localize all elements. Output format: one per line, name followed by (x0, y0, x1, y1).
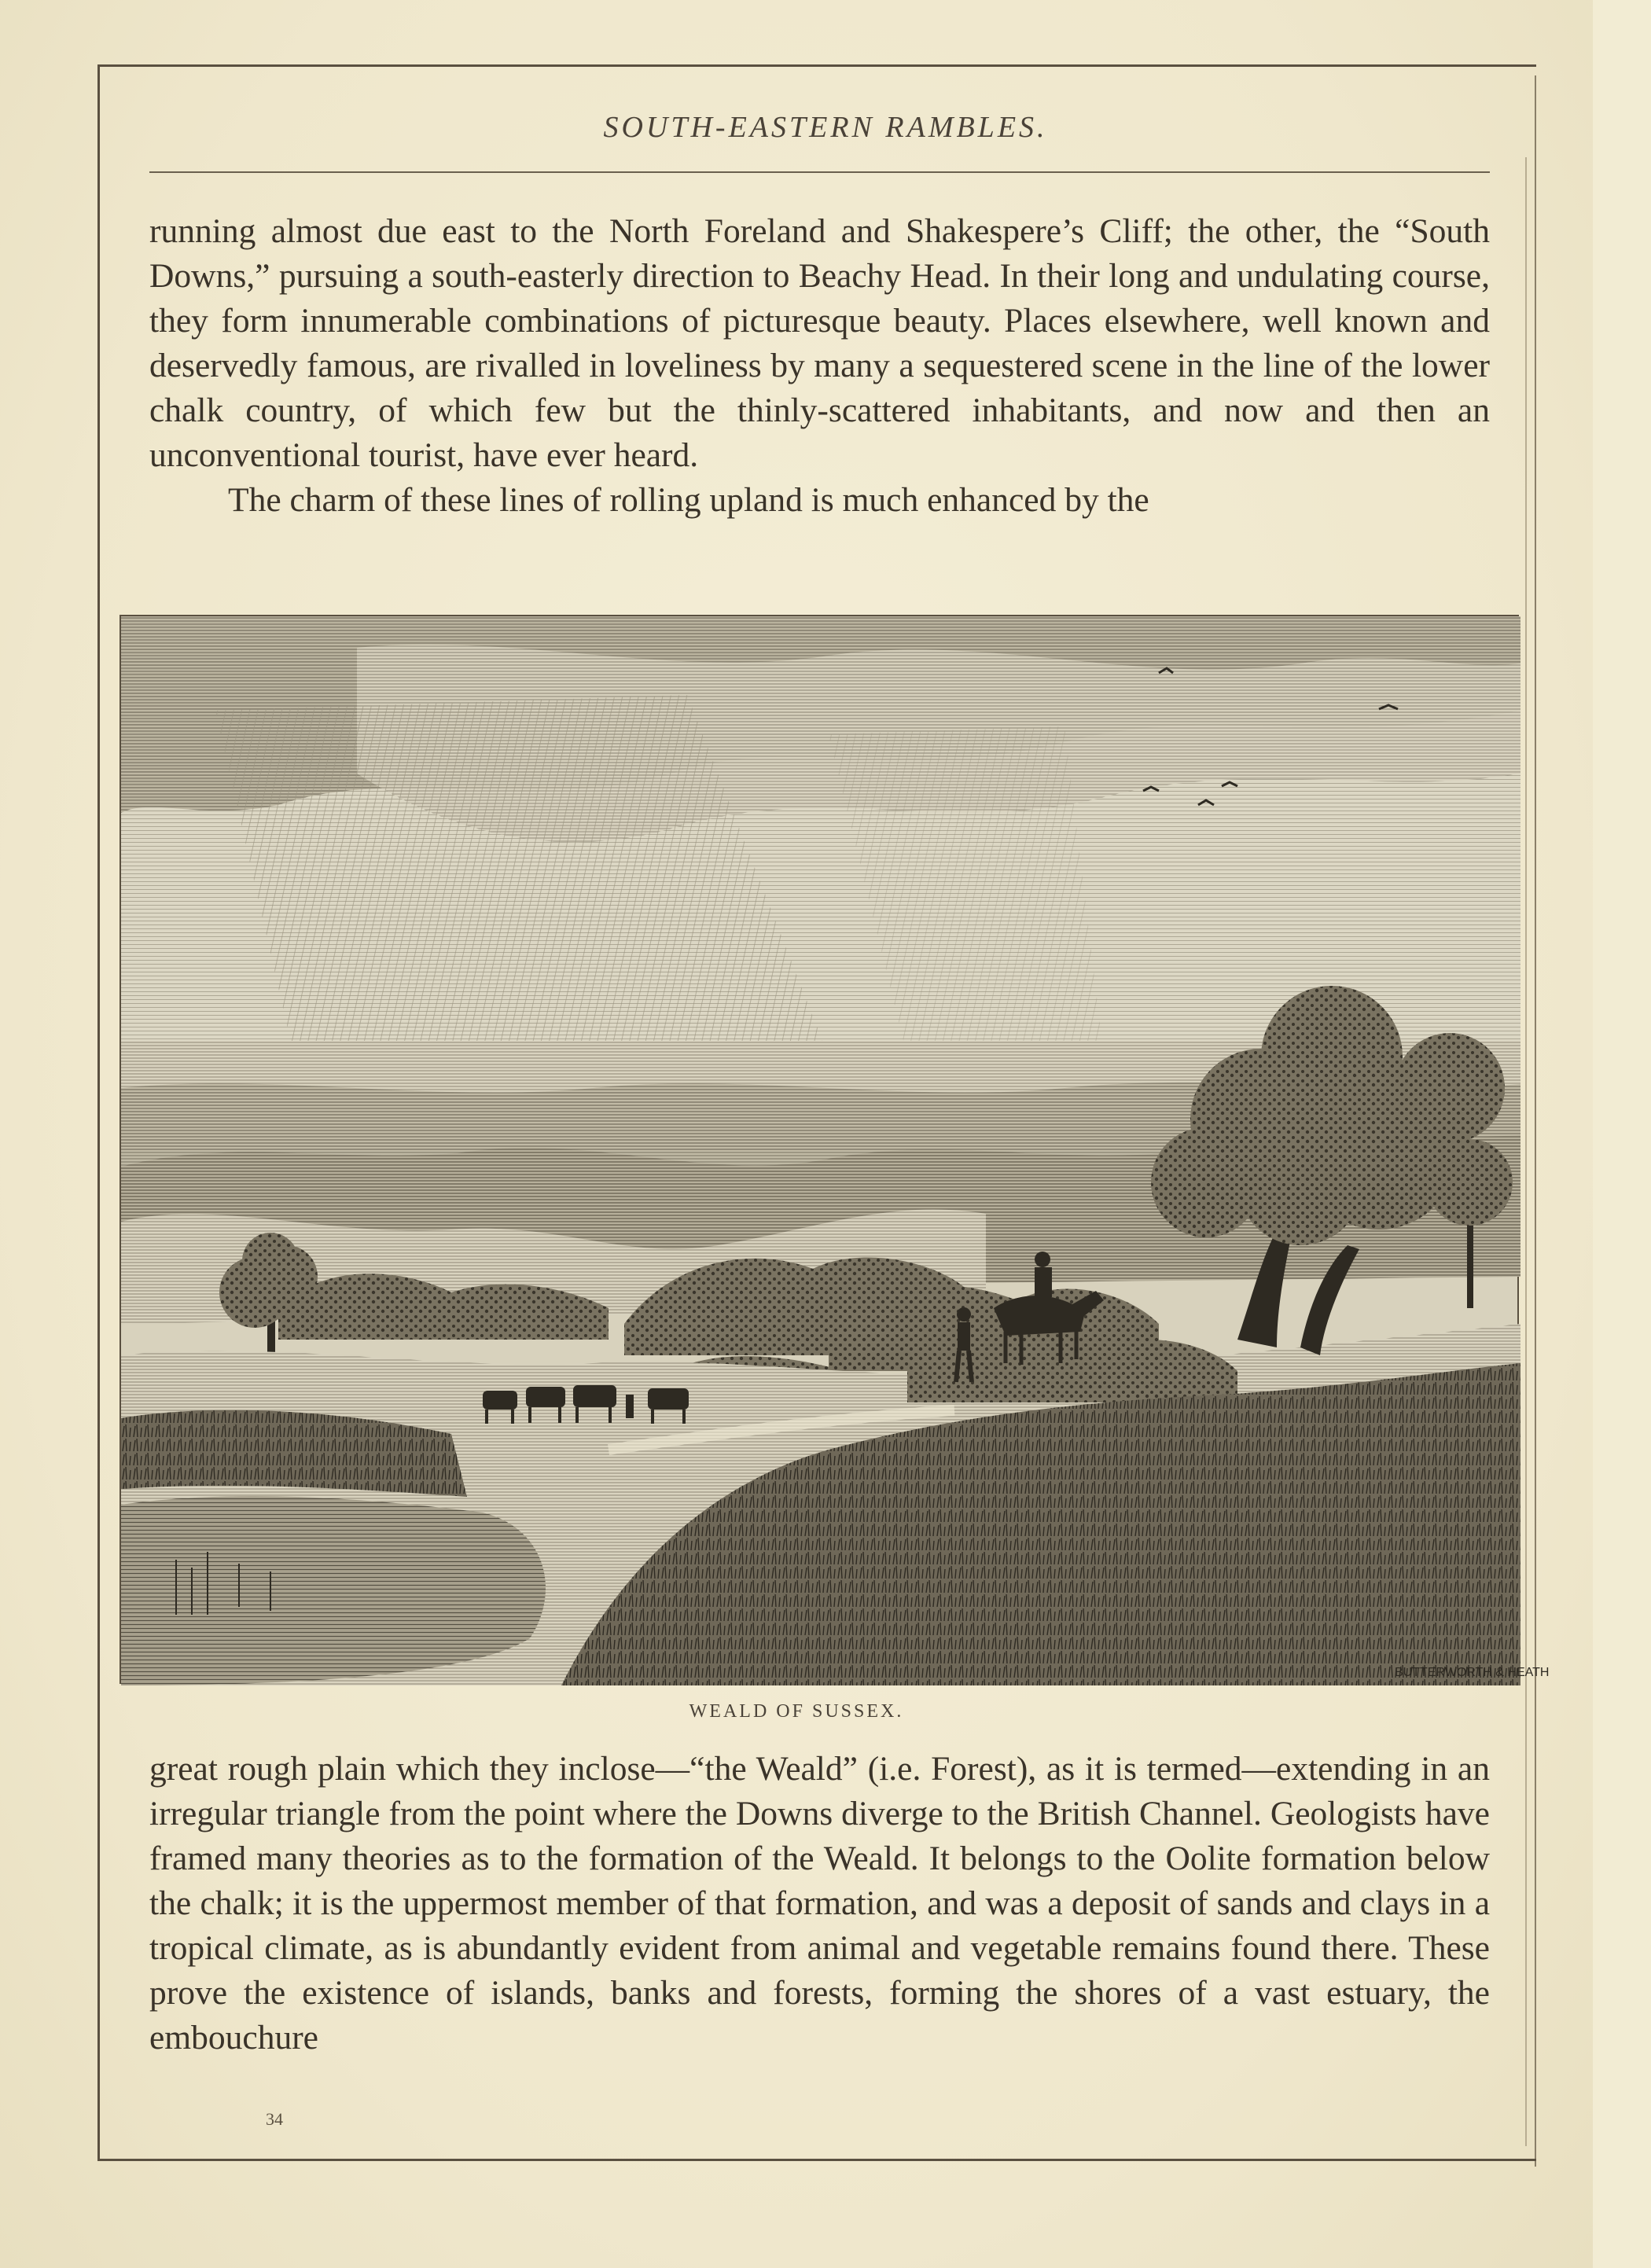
frame-rule-left (97, 64, 100, 2160)
frame-rule-bottom (97, 2159, 1536, 2161)
illustration-caption: WEALD OF SUSSEX. (689, 1701, 904, 1722)
frame-rule-inner-right (1525, 157, 1527, 2146)
paragraph-1: running almost due east to the North Foreland and Shakespere’s Cliff; the other, the “South Downs,” pursuing a south-easterly direction to Beachy Head. In their long and undulating course, they form innumerable combinations of picturesque beauty. Places elsewhere, well known and deservedly famous, are rivalled in loveliness by many a sequestered scene in the line of the lower chalk country, of which few but the thinly-scattered inhabitants, and now and then an unconventional tourist, have ever heard. (149, 212, 1490, 474)
header-rule (149, 171, 1490, 173)
paragraph-2: The charm of these lines of rolling upland is much enhanced by the (228, 481, 1149, 519)
engraving-illustration (121, 616, 1550, 1685)
running-head: SOUTH-EASTERN RAMBLES. (603, 111, 1048, 144)
paragraph-3: great rough plain which they inclose—“the Weald” (i.e. Forest), as it is termed—extending in an irregular triangle from the point where the Downs diverge to the British Channel. Geologists have framed many theories as to the formation of the Weald. It belongs to the Oolite formation below the chalk; it is the uppermost member of that formation, and was a deposit of sands and clays in a tropical climate, as is abundantly evident from animal and vegetable remains found there. These prove the existence of islands, banks and forests, forming the shores of a vast estuary, the embouchure (149, 1750, 1490, 2057)
frame-rule-top (97, 64, 1536, 67)
text-column-bottom (149, 1747, 1490, 2060)
page-number: 34 (266, 2109, 283, 2129)
engraver-signature: BUTTERWORTH & HEATH (1395, 1666, 1550, 1679)
frame-rule-right (1535, 75, 1536, 2167)
engraving-weald-of-sussex (120, 615, 1550, 1684)
text-column-top (149, 209, 1490, 523)
